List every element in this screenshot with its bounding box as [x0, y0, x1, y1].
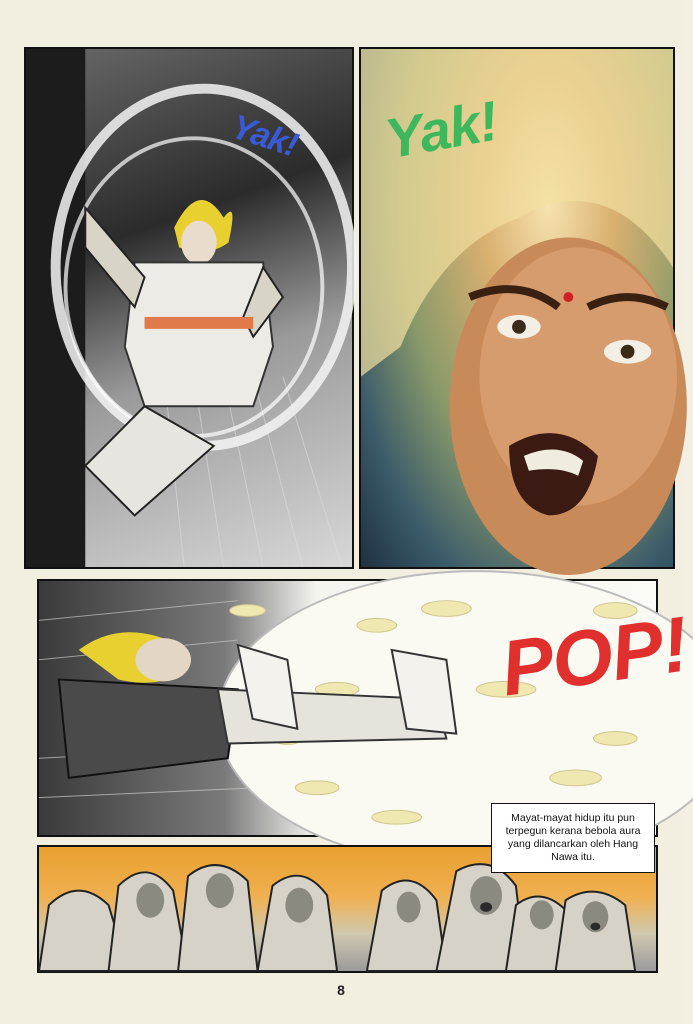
panel-shouting-face [359, 47, 675, 569]
panel-warrior-leap [24, 47, 354, 569]
sfx-yak-blue: Yak! [226, 107, 302, 165]
warrior-leap-illustration [26, 49, 352, 567]
narration-caption-text: Mayat-mayat hidup itu pun terpegun kerana bebola aura yang dilancarkan oleh Hang Nawa itu. [505, 812, 641, 863]
sfx-pop: POP! [495, 599, 693, 713]
page-number: 8 [337, 982, 345, 998]
panel-aura-ball [37, 579, 693, 837]
sfx-yak-green: Yak! [380, 88, 502, 171]
narration-caption [491, 803, 655, 873]
